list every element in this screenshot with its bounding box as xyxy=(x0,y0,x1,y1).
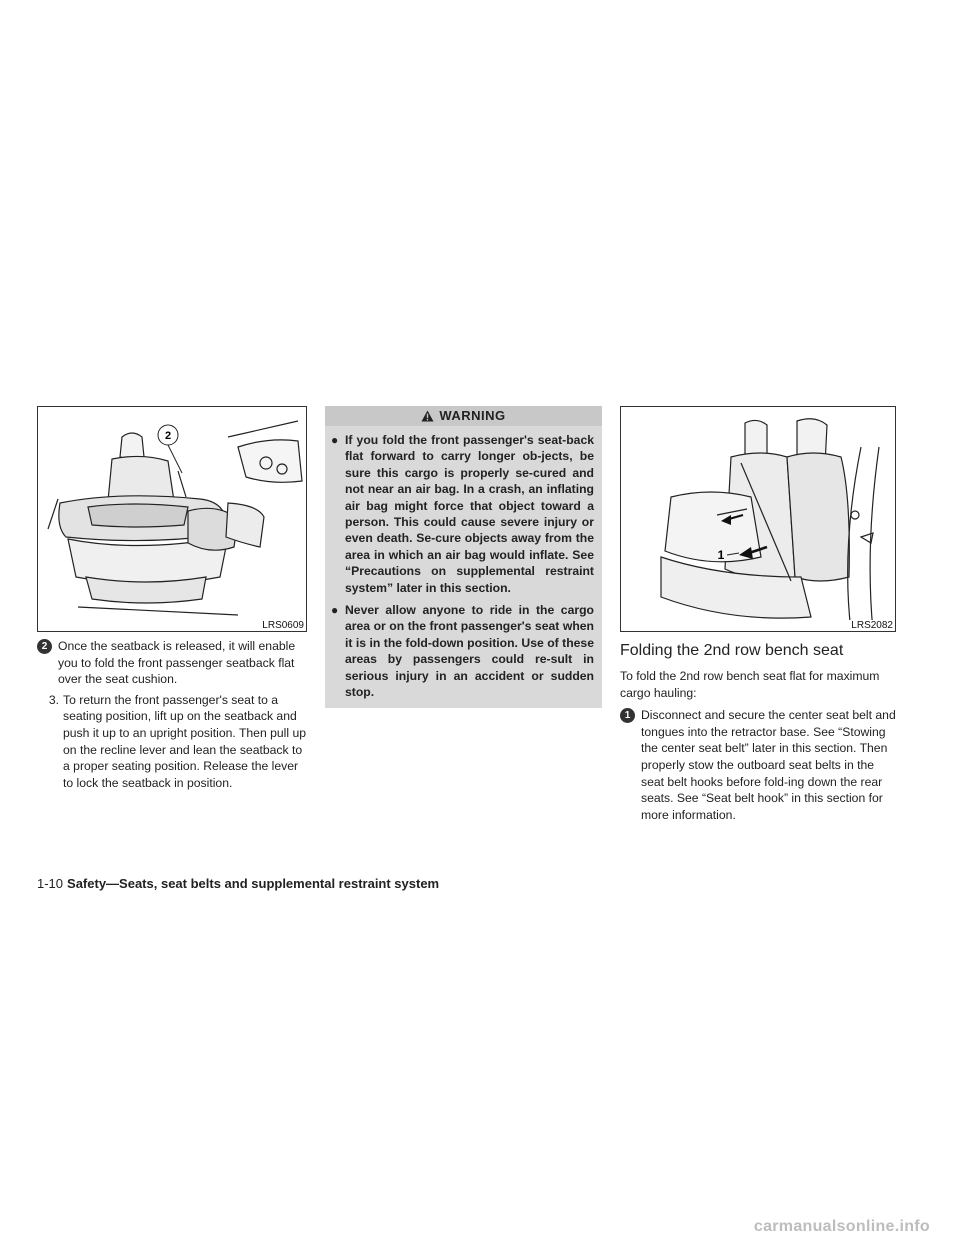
step-1 xyxy=(620,707,896,823)
figure-code: LRS2082 xyxy=(851,620,893,631)
page-number: 1-10 xyxy=(37,876,64,891)
right-column xyxy=(620,406,896,823)
step-3-number: 3. xyxy=(48,692,59,707)
step-2 xyxy=(37,638,308,688)
warning-triangle-icon xyxy=(421,410,434,422)
warning-body xyxy=(325,426,602,708)
warning-heading: WARNING xyxy=(439,408,506,423)
warning-header xyxy=(325,406,602,426)
figure-callout: 1 xyxy=(717,548,725,562)
step-2-text: Once the seatback is released, it will enable you to fold the front passenger seatback flat over the seat cushion. xyxy=(58,639,296,687)
figure-front-seat-folded xyxy=(37,406,307,632)
figure-callout: 2 xyxy=(164,430,172,442)
seat-illustration xyxy=(38,407,306,631)
page-footer xyxy=(37,876,439,891)
left-column xyxy=(37,406,308,791)
rear-seat-illustration xyxy=(621,407,895,631)
warning-box xyxy=(325,406,602,708)
section-heading: Folding the 2nd row bench seat xyxy=(620,642,844,659)
figure-code: LRS0609 xyxy=(262,620,304,631)
step-3-text: To return the front passenger's seat to a seating position, lift up on the seatback and push it up to an upright position. Then pull up on the recline lever and lean the seatback to a proper seating position. Release the lever to lock the seatback in position. xyxy=(63,692,307,790)
warning-bullet xyxy=(331,432,594,596)
middle-column xyxy=(325,406,602,708)
bullet-icon: ● xyxy=(331,603,339,618)
warning-bullet-text: Never allow anyone to ride in the cargo area or on the front passenger's seat when it is in the fold-down position. Use of these areas by passengers could re-sult in serious injury in an accident or sudden stop. xyxy=(345,603,594,700)
chapter-title: Safety—Seats, seat belts and supplemental restraint system xyxy=(67,876,440,891)
step-number-badge: 2 xyxy=(37,639,52,654)
bullet-icon: ● xyxy=(331,433,339,447)
warning-bullet xyxy=(331,602,594,700)
intro-text: To fold the 2nd row bench seat flat for maximum cargo hauling: xyxy=(620,669,880,700)
figure-rear-bench-seat xyxy=(620,406,896,632)
step-1-text: Disconnect and secure the center seat belt and tongues into the retractor base. See “Stowing the center seat belt” later in this section. Then properly stow the outboard seat belts in the seat belt hooks before fold-ing down the rear seats. See “Seat belt hook” in this section for more information. xyxy=(641,708,896,822)
step-number-badge: 1 xyxy=(620,708,635,723)
step-3 xyxy=(37,692,308,792)
watermark: carmanualsonline.info xyxy=(753,1218,930,1235)
warning-bullet-text: If you fold the front passenger's seat-back flat forward to carry longer ob-jects, be sure this cargo is properly se-cured and not near an air bag. In a crash, an inflating air bag might force that object toward a person. This could cause severe injury or even death. Se-cure objects away from the area in which an air bag would inflate. See “Precautions on supplemental restraint system” later in this section. xyxy=(345,433,594,595)
